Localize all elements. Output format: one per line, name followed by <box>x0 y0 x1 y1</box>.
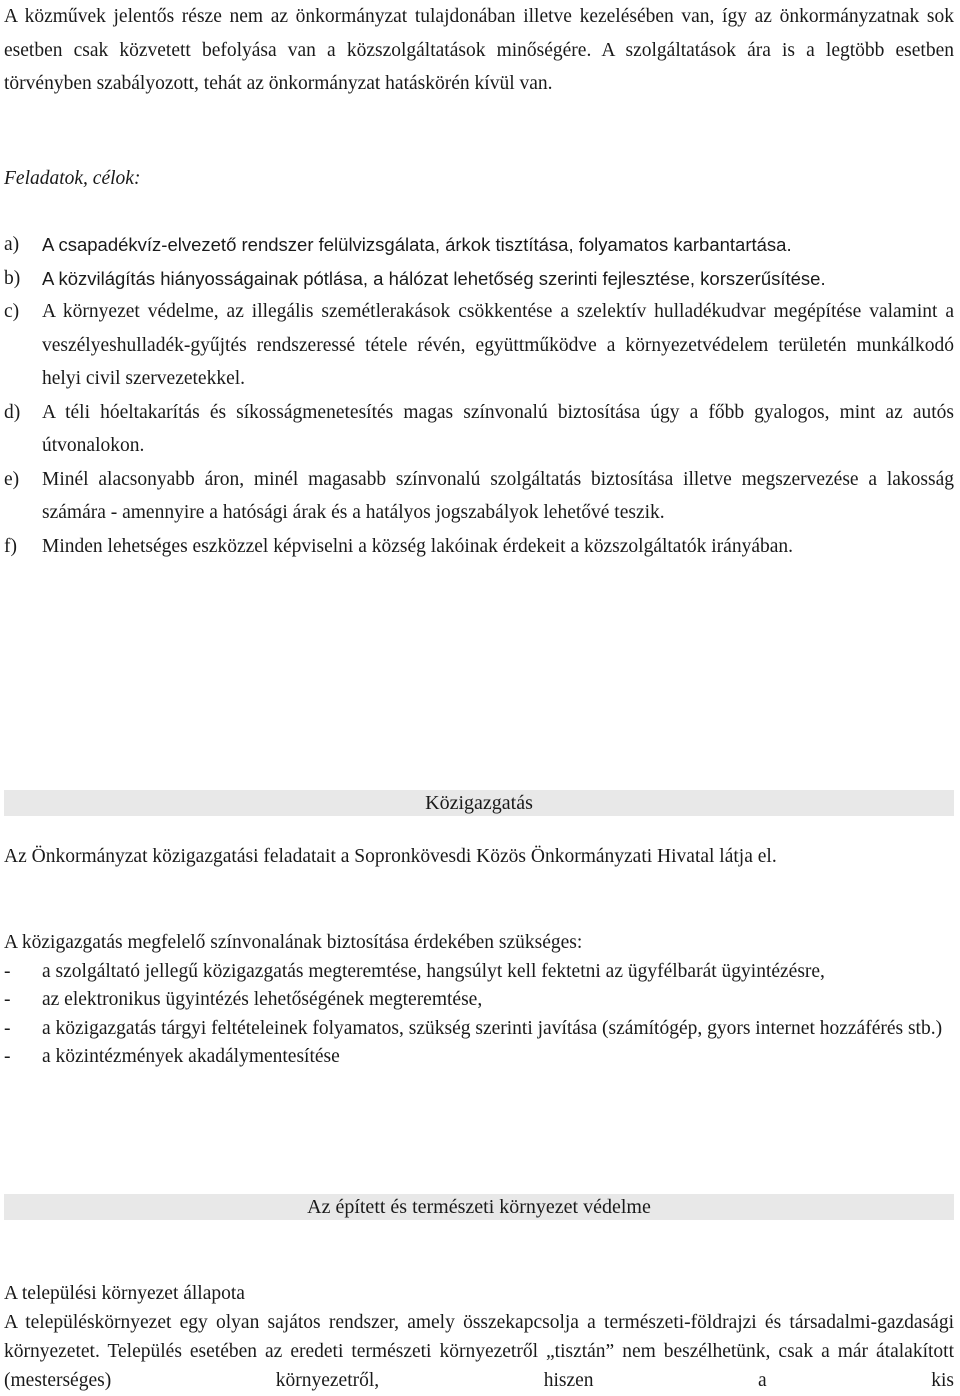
admin-requirements-title: A közigazgatás megfelelő színvonalának biztosítása érdekében szükséges: <box>4 932 583 953</box>
list-item-text: A környezet védelme, az illegális szemétlerakások csökkentése a szelektív hulladékudvar megépítése valamint a veszélyeshulladék-gyűjtés rendszeressé tétele révén, együttműködve a környezetvédelem területén munkálkodó helyi civil szervezetekkel. <box>42 301 954 389</box>
list-item <box>4 295 954 396</box>
list-item-text: Minél alacsonyabb áron, minél magasabb színvonalú szolgáltatás biztosítása illetve megszervezése a lakosság számára - amennyire a hatósági árak és a hatályos jogszabályok lehetővé teszik. <box>42 468 954 523</box>
environment-paragraph: A településkörnyezet egy olyan sajátos rendszer, amely összekapcsolja a természeti-földrajzi és társadalmi-gazdasági környezetet. Település esetében az eredeti természeti környezetről „tisztán” nem beszélhetünk, csak a már átalakított (mesterséges) környezetről, hiszen a kis <box>4 1312 954 1391</box>
bullet-dash: - <box>4 1017 11 1039</box>
list-item <box>4 463 954 530</box>
list-item <box>4 1043 954 1072</box>
bullet-dash: - <box>4 989 11 1010</box>
list-marker: b) <box>4 267 21 289</box>
tasks-list <box>4 228 954 563</box>
list-item-text: A közvilágítás hiányosságainak pótlása, a hálózat lehetőség szerinti fejlesztése, korszerűsítése. <box>42 267 826 289</box>
list-item <box>4 396 954 463</box>
list-item <box>4 530 954 564</box>
list-item <box>4 228 954 262</box>
bullet-text: a közigazgatás tárgyi feltételeinek folyamatos, szükség szerinti javítása (számítógép, gyors internet hozzáférés stb.) <box>42 1017 943 1039</box>
list-item-text: Minden lehetséges eszközzel képviselni a község lakóinak érdekeit a közszolgáltatók irányában. <box>42 535 794 557</box>
bullet-dash: - <box>4 1046 11 1067</box>
intro-paragraph: A közművek jelentős része nem az önkormányzat tulajdonában illetve kezelésében van, így az önkormányzatnak sok esetben csak közvetett befolyása van a közszolgáltatások minőségére. A szolgáltatások ára is a legtöbb esetben törvényben szabályozott, tehát az önkormányzat hatáskörén kívül van. <box>4 6 954 94</box>
list-marker: c) <box>4 301 20 322</box>
section-heading-kozigazgatas: Közigazgatás <box>4 790 954 816</box>
admin-requirements <box>4 929 954 1072</box>
bullet-dash: - <box>4 960 11 982</box>
tasks-title: Feladatok, célok: <box>4 168 141 189</box>
list-marker: a) <box>4 234 20 255</box>
section-heading-kornyezet: Az épített és természeti környezet védelme <box>4 1194 954 1220</box>
bullet-text: a közintézmények akadálymentesítése <box>42 1046 340 1067</box>
environment-section <box>4 1279 954 1395</box>
list-item <box>4 262 954 296</box>
list-marker: f) <box>4 535 17 557</box>
bullet-text: a szolgáltató jellegű közigazgatás megteremtése, hangsúlyt kell fektetni az ügyfélbarát ügyintézésre, <box>42 960 825 982</box>
list-item <box>4 986 954 1015</box>
admin-paragraph: Az Önkormányzat közigazgatási feladatait a Sopronkövesdi Közös Önkormányzati Hivatal látja el. <box>4 846 777 867</box>
list-item <box>4 1015 954 1044</box>
environment-subheading: A települési környezet állapota <box>4 1283 245 1304</box>
list-item-text: A csapadékvíz-elvezető rendszer felülvizsgálata, árkok tisztítása, folyamatos karbantartása. <box>42 234 792 255</box>
list-marker: e) <box>4 468 20 490</box>
list-marker: d) <box>4 401 21 423</box>
bullet-text: az elektronikus ügyintézés lehetőségének megteremtése, <box>42 989 483 1010</box>
list-item-text: A téli hóeltakarítás és síkosságmenetesítés magas színvonalú biztosítása úgy a főbb gyalogos, mint az autós útvonalokon. <box>42 401 954 456</box>
list-item <box>4 958 954 987</box>
admin-bullet-list <box>4 958 954 1072</box>
